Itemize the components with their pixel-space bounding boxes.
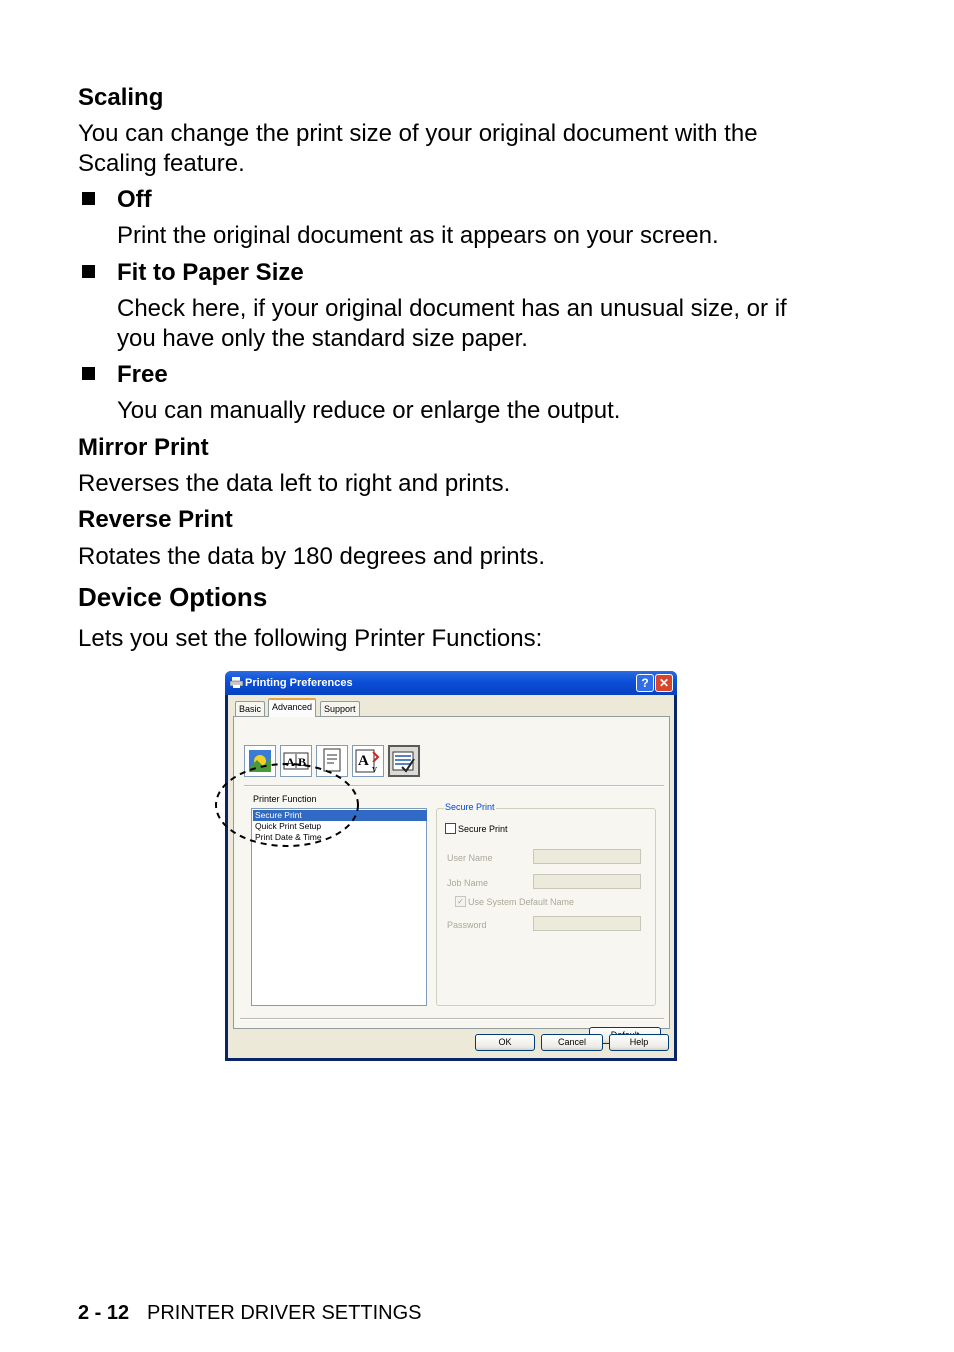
svg-text:v: v: [372, 764, 377, 775]
reverse-print-heading: Reverse Print: [78, 506, 233, 533]
dialog-titlebar: [225, 671, 677, 695]
cancel-button[interactable]: Cancel: [541, 1034, 603, 1051]
job-name-label: Job Name: [447, 878, 489, 888]
option-fit-description-line1: Check here, if your original document has an unusual size, or if: [117, 295, 787, 322]
printing-preferences-dialog: [225, 671, 677, 1061]
svg-text:A: A: [286, 755, 295, 769]
scaling-heading: Scaling: [78, 84, 164, 111]
device-options-text: Lets you set the following Printer Functions:: [78, 625, 543, 652]
use-system-default-checkbox[interactable]: ✓: [455, 896, 466, 907]
secure-print-group: [436, 808, 656, 1006]
option-free-description: You can manually reduce or enlarge the output.: [117, 397, 621, 424]
help-title-button[interactable]: ?: [636, 674, 654, 692]
secure-print-checkbox-label: Secure Print: [458, 824, 508, 834]
option-fit-description-line2: you have only the standard size paper.: [117, 325, 528, 352]
tab-support[interactable]: Support: [320, 701, 360, 716]
secure-print-checkbox[interactable]: [445, 823, 456, 834]
password-field[interactable]: [533, 916, 641, 931]
list-item-quick-print-setup[interactable]: Quick Print Setup: [255, 821, 322, 831]
option-free-label: Free: [117, 361, 168, 388]
scaling-description-line2: Scaling feature.: [78, 150, 245, 177]
list-item-print-date-time[interactable]: Print Date & Time: [255, 832, 322, 842]
user-name-field[interactable]: [533, 849, 641, 864]
password-label: Password: [447, 920, 487, 930]
list-item-secure-print[interactable]: Secure Print: [253, 810, 427, 821]
ok-button[interactable]: OK: [475, 1034, 535, 1051]
tab-basic[interactable]: Basic: [235, 701, 265, 716]
reverse-print-text: Rotates the data by 180 degrees and prints.: [78, 543, 545, 570]
mirror-print-text: Reverses the data left to right and prints.: [78, 470, 511, 497]
dialog-client-area: [228, 695, 674, 1058]
section-title: PRINTER DRIVER SETTINGS: [147, 1302, 422, 1324]
job-name-field[interactable]: [533, 874, 641, 889]
svg-text:A: A: [358, 753, 369, 769]
bullet-icon: [82, 367, 95, 380]
close-button[interactable]: ✕: [655, 674, 673, 692]
tab-advanced[interactable]: Advanced: [268, 698, 316, 717]
bullet-icon: [82, 192, 95, 205]
page-number: 2 - 12: [78, 1302, 130, 1324]
device-options-icon[interactable]: [388, 745, 420, 777]
svg-text:B: B: [298, 755, 307, 769]
option-off-description: Print the original document as it appears on your screen.: [117, 222, 719, 249]
user-name-label: User Name: [447, 853, 493, 863]
help-button[interactable]: Help: [609, 1034, 669, 1051]
scaling-description-line1: You can change the print size of your original document with the: [78, 120, 758, 147]
mirror-print-heading: Mirror Print: [78, 434, 209, 461]
printer-icon: [230, 676, 243, 689]
secure-print-group-title: Secure Print: [445, 802, 495, 812]
option-off-label: Off: [117, 186, 152, 213]
printer-function-label: Printer Function: [253, 794, 317, 804]
highlight-ellipse: [212, 760, 364, 852]
use-system-default-label: Use System Default Name: [468, 897, 575, 907]
bottom-separator: [240, 1018, 664, 1020]
dialog-title: Printing Preferences: [245, 677, 353, 689]
option-fit-label: Fit to Paper Size: [117, 259, 304, 286]
device-options-heading: Device Options: [78, 582, 268, 612]
bullet-icon: [82, 265, 95, 278]
